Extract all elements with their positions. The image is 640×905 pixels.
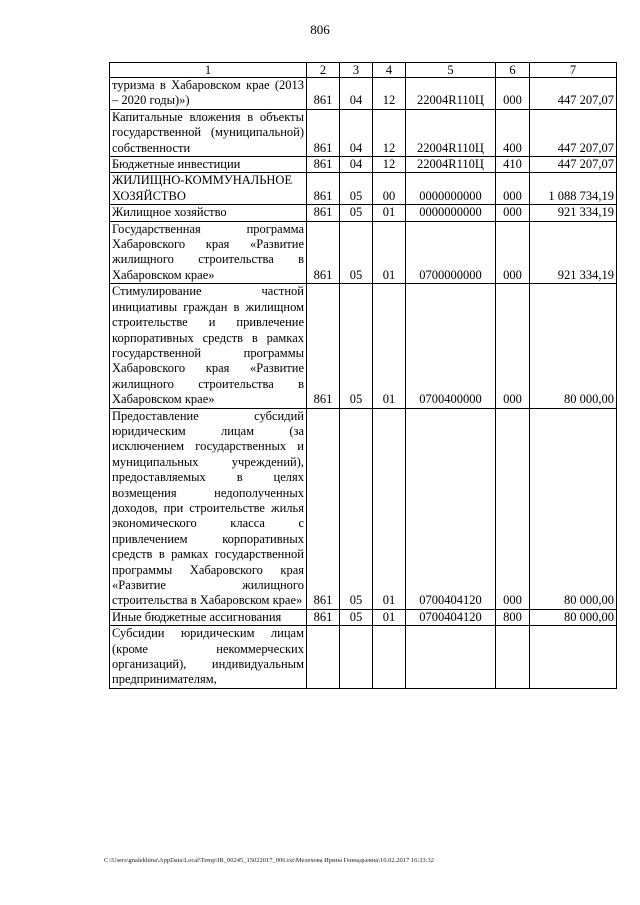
table-row xyxy=(110,157,617,173)
cell-subsection: 01 xyxy=(373,284,406,408)
row-name: Бюджетные инвестиции xyxy=(110,157,307,173)
cell-ministry: 861 xyxy=(307,205,340,221)
row-name: туризма в Хабаровском крае (2013 – 2020 годы)») xyxy=(110,78,307,110)
cell-subsection: 01 xyxy=(373,205,406,221)
cell-expense-type: 000 xyxy=(496,205,530,221)
table-row xyxy=(110,609,617,625)
col-header-2: 2 xyxy=(307,63,340,78)
cell-section: 04 xyxy=(340,109,373,156)
row-name: ЖИЛИЩНО-КОММУНАЛЬНОЕ ХОЗЯЙСТВО xyxy=(110,173,307,205)
cell-section: 05 xyxy=(340,408,373,609)
row-name: Капитальные вложения в объекты государственной (муниципальной) собственности xyxy=(110,109,307,156)
table-row xyxy=(110,284,617,408)
cell-ministry: 861 xyxy=(307,408,340,609)
row-name: Иные бюджетные ассигнования xyxy=(110,609,307,625)
cell-subsection: 00 xyxy=(373,173,406,205)
col-header-6: 6 xyxy=(496,63,530,78)
cell-ministry: 861 xyxy=(307,157,340,173)
cell-expense-type: 410 xyxy=(496,157,530,173)
cell-amount: 921 334,19 xyxy=(530,221,617,284)
table-row xyxy=(110,221,617,284)
cell-ministry: 861 xyxy=(307,173,340,205)
cell-amount: 1 088 734,19 xyxy=(530,173,617,205)
cell-subsection: 01 xyxy=(373,221,406,284)
col-header-1: 1 xyxy=(110,63,307,78)
table-row xyxy=(110,205,617,221)
cell-section: 05 xyxy=(340,284,373,408)
header-row xyxy=(110,63,617,78)
table-row xyxy=(110,109,617,156)
cell-subsection: 01 xyxy=(373,609,406,625)
cell-section xyxy=(340,626,373,689)
cell-amount: 447 207,07 xyxy=(530,109,617,156)
cell-section: 04 xyxy=(340,157,373,173)
table-row xyxy=(110,173,617,205)
budget-table xyxy=(109,62,617,689)
cell-amount: 80 000,00 xyxy=(530,609,617,625)
cell-section: 04 xyxy=(340,78,373,110)
cell-ministry: 861 xyxy=(307,221,340,284)
cell-target: 22004R110Ц xyxy=(406,157,496,173)
cell-section: 05 xyxy=(340,173,373,205)
cell-expense-type: 000 xyxy=(496,173,530,205)
cell-subsection: 12 xyxy=(373,109,406,156)
file-path-footer: C:\Users\gnalekhina\AppData\Local\Temp\IR_00245_15022017_006.txt\Мелехова Ирина Геннадьевна\16.02.2017 16:33:32 xyxy=(104,857,434,864)
col-header-3: 3 xyxy=(340,63,373,78)
cell-expense-type: 000 xyxy=(496,284,530,408)
cell-target: 0000000000 xyxy=(406,205,496,221)
cell-subsection xyxy=(373,626,406,689)
cell-target xyxy=(406,626,496,689)
col-header-7: 7 xyxy=(530,63,617,78)
cell-expense-type: 000 xyxy=(496,221,530,284)
cell-amount: 447 207,07 xyxy=(530,157,617,173)
cell-ministry xyxy=(307,626,340,689)
table-row xyxy=(110,408,617,609)
table-row xyxy=(110,78,617,110)
cell-ministry: 861 xyxy=(307,78,340,110)
col-header-5: 5 xyxy=(406,63,496,78)
cell-amount: 921 334,19 xyxy=(530,205,617,221)
cell-amount xyxy=(530,626,617,689)
cell-target: 0000000000 xyxy=(406,173,496,205)
cell-ministry: 861 xyxy=(307,609,340,625)
cell-section: 05 xyxy=(340,221,373,284)
cell-section: 05 xyxy=(340,205,373,221)
cell-target: 22004R110Ц xyxy=(406,109,496,156)
cell-target: 0700404120 xyxy=(406,609,496,625)
cell-section: 05 xyxy=(340,609,373,625)
cell-expense-type xyxy=(496,626,530,689)
cell-ministry: 861 xyxy=(307,284,340,408)
page-number: 806 xyxy=(310,22,330,37)
cell-amount: 80 000,00 xyxy=(530,284,617,408)
row-name: Жилищное хозяйство xyxy=(110,205,307,221)
row-name: Стимулирование частной инициативы граждан в жилищном строительстве и привлечение корпоративных средств в рамках государственной программы Хабаровского края «Развитие жилищного строительства в Хабаровском крае» xyxy=(110,284,307,408)
cell-expense-type: 400 xyxy=(496,109,530,156)
cell-amount: 80 000,00 xyxy=(530,408,617,609)
cell-amount: 447 207,07 xyxy=(530,78,617,110)
col-header-4: 4 xyxy=(373,63,406,78)
cell-subsection: 01 xyxy=(373,408,406,609)
cell-ministry: 861 xyxy=(307,109,340,156)
row-name: Предоставление субсидий юридическим лицам (за исключением государственных и муниципальных учреждений), предоставляемых в целях возмещения недополученных доходов, при строительстве жилья экономического класса с привлечением корпоративных средств в рамках государственной программы Хабаровского края «Развитие жилищного строительства в Хабаровском крае» xyxy=(110,408,307,609)
cell-expense-type: 800 xyxy=(496,609,530,625)
cell-target: 22004R110Ц xyxy=(406,78,496,110)
row-name: Государственная программа Хабаровского края «Развитие жилищного строительства в Хабаровском крае» xyxy=(110,221,307,284)
cell-expense-type: 000 xyxy=(496,408,530,609)
table-row xyxy=(110,626,617,689)
cell-expense-type: 000 xyxy=(496,78,530,110)
row-name: Субсидии юридическим лицам (кроме некоммерческих организаций), индивидуальным предпринимателям, xyxy=(110,626,307,689)
cell-subsection: 12 xyxy=(373,78,406,110)
cell-target: 0700404120 xyxy=(406,408,496,609)
cell-subsection: 12 xyxy=(373,157,406,173)
cell-target: 0700000000 xyxy=(406,221,496,284)
cell-target: 0700400000 xyxy=(406,284,496,408)
